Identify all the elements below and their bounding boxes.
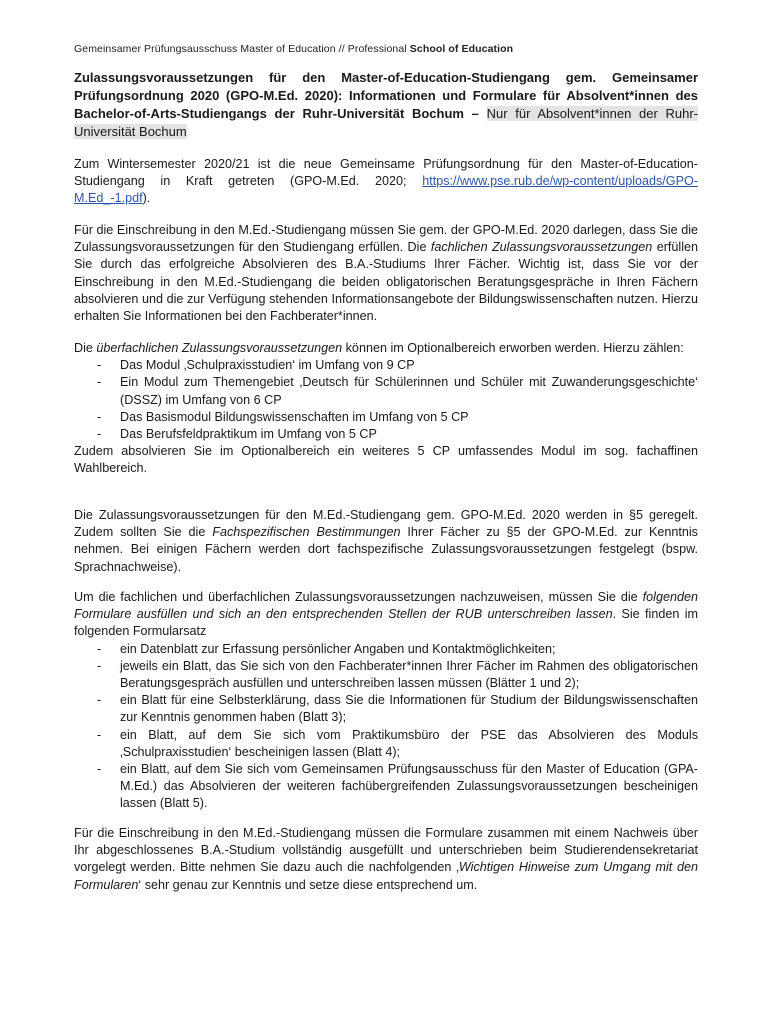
dash-mark: - [97, 409, 102, 424]
title-note: Nur für Absolvent*innen der Ruhr-Universität Bochum [74, 106, 698, 139]
list-item [74, 374, 698, 408]
p3-text-a: Die [74, 341, 97, 355]
list-item [74, 426, 698, 443]
document-title [74, 69, 698, 141]
p3-text-b: können im Optionalbereich erworben werden. Hierzu zählen: [342, 341, 684, 355]
p3-after-text: Zudem absolvieren Sie im Optionalbereich ein weiteres 5 CP umfassendes Modul im sog. fachaffinen Wahlbereich. [74, 444, 698, 476]
requirements-list [74, 357, 698, 443]
p5-text-a: Um die fachlichen und überfachlichen Zulassungsvoraussetzungen nachzuweisen, müssen Sie die [74, 590, 643, 604]
gpo-pdf-link[interactable]: https://www.pse.rub.de/wp-content/uploads/GPO-M.Ed_-1.pdf [74, 174, 698, 206]
p5-emphasis: folgenden Formulare ausfüllen und sich an den entsprechenden Stellen der RUB unterschreiben lassen [74, 590, 698, 622]
forms-list [74, 641, 698, 813]
p6-text-a: Für die Einschreibung in den M.Ed.-Studiengang müssen die Formulare zusammen mit einem Nachweis über Ihr abgeschlossenes B.A.-Studium vollständig ausgefüllt und unterschrieben beim Studierendensekretariat vorgelegt werden. Bitte nehmen Sie dazu auch die nachfolgenden ‚ [74, 826, 698, 875]
p5-text-b: . Sie finden im folgenden Formularsatz [74, 607, 698, 639]
list-item-text: ein Blatt, auf dem Sie sich vom Gemeinsamen Prüfungsausschuss für den Master of Education (GPA-M.Ed.) das Absolvieren der weiteren fachübergreifenden Zulassungsvoraussetzungen bescheinigen lassen (Blatt 5). [120, 762, 698, 811]
list-item [74, 727, 698, 761]
dash-mark: - [97, 375, 102, 390]
intro-text: Zum Wintersemester 2020/21 ist die neue Gemeinsame Prüfungsordnung für den Master-of-Education-Studiengang in Kraft getreten (GPO-M.Ed. 2020; [74, 157, 698, 189]
list-item [74, 692, 698, 726]
paragraph-formulare [74, 589, 698, 813]
intro-end: ). [142, 191, 151, 206]
p6-text-b: ‘ sehr genau zur Kenntnis und setze diese entsprechend um. [138, 877, 478, 892]
p6-emphasis: Wichtigen Hinweise zum Umgang mit den Formularen [74, 860, 698, 892]
list-item-text: ein Blatt, auf dem Sie sich vom Praktikumsbüro der PSE das Absolvieren des Moduls ‚Schulpraxisstudien‘ bescheinigen lassen (Blatt 4); [120, 727, 698, 759]
dash-mark: - [97, 658, 102, 673]
paragraph-ueberfachliche [74, 340, 698, 478]
dash-mark: - [97, 762, 102, 777]
dash-mark: - [97, 727, 102, 742]
paragraph-fachliche [74, 222, 698, 325]
list-item-text: ein Datenblatt zur Erfassung persönlicher Angaben und Kontaktmöglichkeiten; [120, 641, 556, 656]
p3-emphasis: überfachlichen Zulassungsvoraussetzungen [96, 341, 343, 355]
p4-emphasis: Fachspezifischen Bestimmungen [212, 525, 401, 540]
title-main: Zulassungsvoraussetzungen für den Master-of-Education-Studiengang gem. Gemeinsamer Prüfungsordnung 2020 (GPO-M.Ed. 2020): Informationen und Formulare für Absolvent*innen des Bachelor-of-Arts-Studiengangs der Ruhr-Universität Bochum [74, 70, 698, 121]
list-item-text: Das Berufsfeldpraktikum im Umfang von 5 CP [120, 427, 377, 442]
paragraph-paragraph5 [74, 507, 698, 576]
list-item [74, 658, 698, 692]
running-header [74, 43, 698, 55]
list-item-text: ein Blatt für eine Selbsterklärung, dass Sie die Informationen für Studium der Bildungswissenschaften zur Kenntnis genommen haben (Blatt 3); [120, 693, 698, 725]
p2-text-a: Für die Einschreibung in den M.Ed.-Studiengang müssen Sie gem. der GPO-M.Ed. 2020 darlegen, dass Sie die Zulassungsvoraussetzungen für den Studiengang erfüllen. Die [74, 223, 698, 255]
list-item [74, 357, 698, 374]
list-item-text: Das Basismodul Bildungswissenschaften im Umfang von 5 CP [120, 409, 469, 424]
dash-mark: - [97, 641, 102, 656]
list-item [74, 641, 698, 658]
paragraph-intro [74, 156, 698, 208]
dash-mark: - [97, 427, 102, 442]
dash-mark: - [97, 358, 102, 373]
header-right: School of Education [409, 43, 514, 55]
p2-emphasis: fachlichen Zulassungsvoraussetzungen [430, 240, 653, 255]
list-item-text: Das Modul ‚Schulpraxisstudien‘ im Umfang von 9 CP [120, 358, 415, 373]
title-dash: – [463, 106, 487, 121]
p4-text-b: Ihrer Fächer zu §5 der GPO-M.Ed. zur Kenntnis nehmen. Bei einigen Fächern werden dort fachspezifische Zulassungsvoraussetzungen festgelegt (bspw. Sprachnachweise). [74, 525, 698, 574]
header-left: Gemeinsamer Prüfungsausschuss Master of Education // Professional [74, 43, 407, 55]
list-item-text: Ein Modul zum Themengebiet ‚Deutsch für Schülerinnen und Schüler mit Zuwanderungsgeschichte‘ (DSSZ) im Umfang von 6 CP [120, 375, 698, 407]
p4-text-a: Die Zulassungsvoraussetzungen für den M.Ed.-Studiengang gem. GPO-M.Ed. 2020 werden in §5 geregelt. Zudem sollten Sie die [74, 508, 698, 540]
list-item [74, 761, 698, 813]
list-item-text: jeweils ein Blatt, das Sie sich von den Fachberater*innen Ihrer Fächer im Rahmen des obligatorischen Beratungsgespräch ausfüllen und unterschreiben lassen müssen (Blätter 1 und 2); [120, 658, 698, 691]
list-item [74, 409, 698, 426]
p2-text-b: erfüllen Sie durch das erfolgreiche Absolvieren des B.A.-Studiums Ihrer Fächer. Wichtig ist, dass Sie vor der Einschreibung in den M.Ed.-Studiengang die beiden obligatorischen Beratungsgespräche in Ihren Fächern absolvieren und die zur Verfügung stehenden Informationsangebote der Bildungswissenschaften nutzen. Hierzu erhalten Sie Informationen bei den Fachberater*innen. [74, 240, 699, 324]
dash-mark: - [97, 693, 102, 708]
paragraph-einschreibung [74, 825, 698, 894]
